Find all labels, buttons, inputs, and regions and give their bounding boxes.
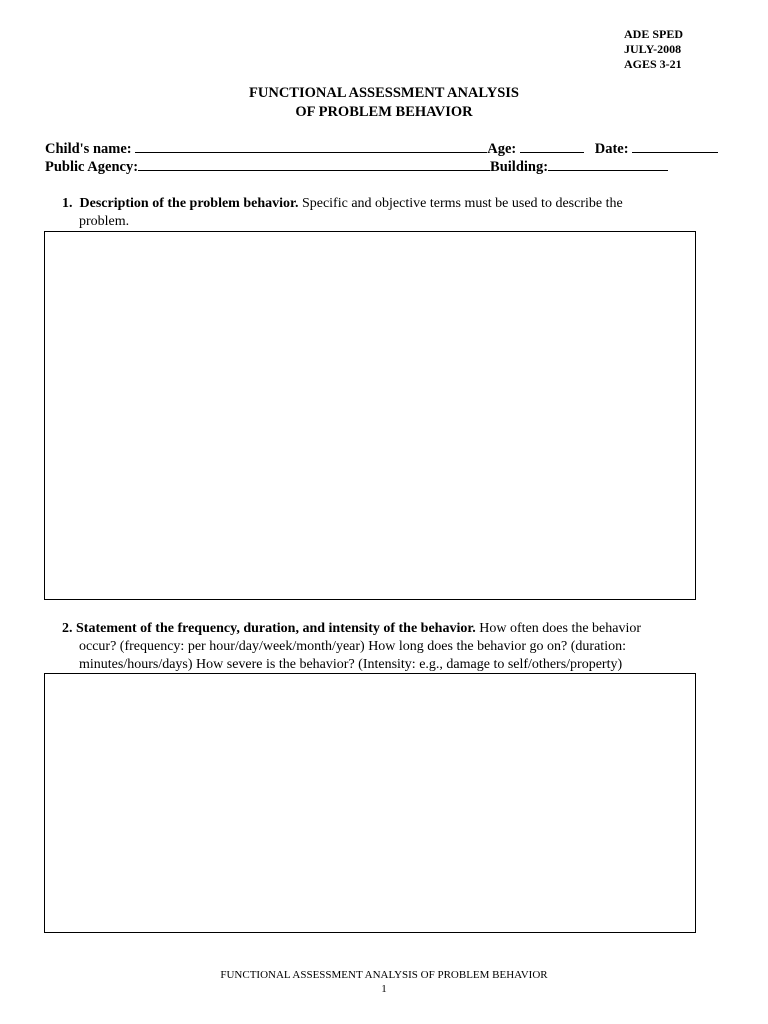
building-label: Building:	[490, 159, 549, 175]
public-agency-label: Public Agency:	[45, 159, 139, 175]
document-codes	[624, 27, 683, 72]
section-2-text-line-3: minutes/hours/days) How severe is the behavior? (Intensity: e.g., damage to self/others/property)	[79, 657, 623, 672]
page-footer	[0, 968, 768, 996]
date-field[interactable]	[632, 139, 718, 153]
page-number: 1	[381, 983, 387, 995]
section-1-number: 1.	[62, 196, 73, 211]
section-2-text-line-1: How often does the behavior	[475, 621, 642, 636]
section-1-text-line-2: problem.	[79, 214, 130, 229]
public-agency-field[interactable]	[138, 157, 490, 171]
revision-date: JULY-2008	[624, 42, 682, 56]
section-1-prompt	[62, 195, 712, 231]
section-2-text-line-2: occur? (frequency: per hour/day/week/month/year) How long does the behavior go on? (duration:	[79, 639, 626, 654]
child-name-label: Child's name:	[45, 141, 132, 157]
section-2-prompt	[62, 620, 742, 674]
building-field[interactable]	[548, 157, 668, 171]
age-field[interactable]	[520, 139, 584, 153]
child-name-field[interactable]	[135, 139, 487, 153]
footer-title: FUNCTIONAL ASSESSMENT ANALYSIS OF PROBLEM BEHAVIOR	[220, 969, 548, 981]
section-1-answer-box[interactable]	[44, 231, 696, 600]
section-2-heading: Statement of the frequency, duration, and intensity of the behavior.	[76, 621, 476, 636]
child-info-row	[45, 139, 718, 158]
title-line-2: OF PROBLEM BEHAVIOR	[295, 104, 473, 120]
age-label: Age:	[487, 141, 517, 157]
document-title	[0, 84, 768, 122]
date-label: Date:	[594, 141, 629, 157]
age-range: AGES 3-21	[624, 57, 682, 71]
section-1-heading: Description of the problem behavior.	[79, 196, 299, 211]
agency-code: ADE SPED	[624, 27, 684, 41]
agency-info-row	[45, 157, 668, 176]
section-2-number: 2.	[62, 621, 73, 636]
section-1-text-line-1: Specific and objective terms must be used to describe the	[298, 196, 623, 211]
title-line-1: FUNCTIONAL ASSESSMENT ANALYSIS	[249, 85, 519, 101]
section-2-answer-box[interactable]	[44, 673, 696, 933]
